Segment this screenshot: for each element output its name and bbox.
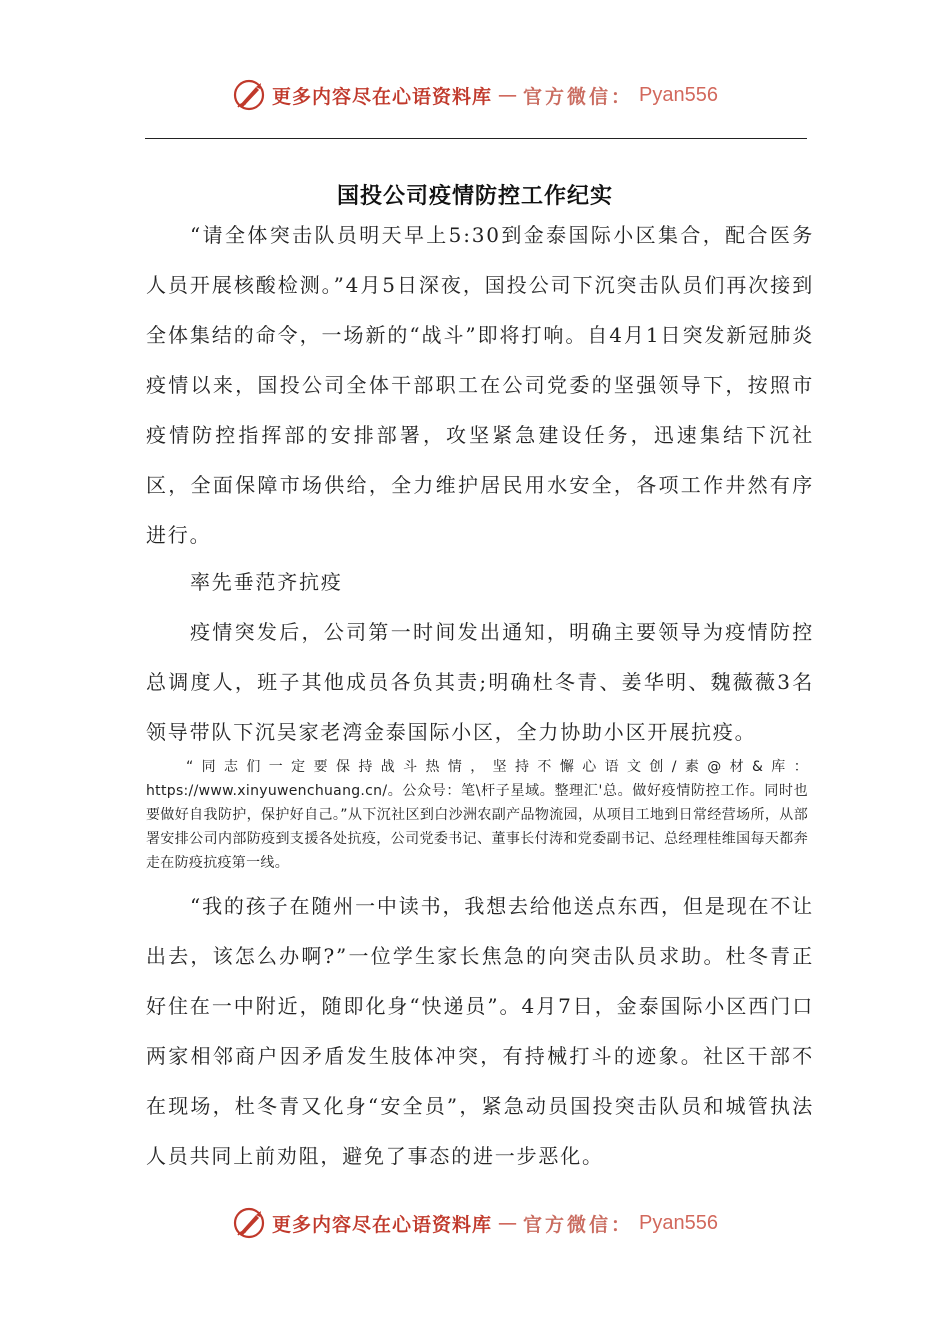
footer-wechat-id: Pyan556 xyxy=(639,1211,718,1234)
quill-logo-icon xyxy=(232,78,266,112)
article-paragraph-3-small: “同志们一定要保持战斗热情，坚持不懈心语文创/素@材&库：https://www.xinyuwenchuang.cn/。公众号：笔\杆子星域。整理汇'总。做好疫情防控工作。同时也要做好自我防护，保护好自己。”从下沉社区到白沙洲农副产品物流园，从项目工地到日常经营场所，从部署安排公司内部防疫到支援各处抗疫，公司党委书记、董事长付涛和党委副书记、总经理桂维国每天都奔走在防疫抗疫第一线。 xyxy=(146,759,808,871)
article-title: 国投公司疫情防控工作纪实 xyxy=(336,183,613,209)
page-header xyxy=(0,78,950,124)
quill-logo-icon xyxy=(232,1206,266,1240)
article-paragraph-2: 疫情突发后，公司第一时间发出通知，明确主要领导为疫情防控总调度人，班子其他成员各负其责;明确杜冬青、姜华明、魏薇薇3名领导带队下沉吴家老湾金泰国际小区，全力协助小区开展抗疫。 xyxy=(146,620,814,744)
header-wechat-id: Pyan556 xyxy=(639,83,718,106)
header-separator: — xyxy=(498,84,518,106)
header-divider xyxy=(145,138,807,139)
header-brand xyxy=(232,78,718,112)
footer-separator: — xyxy=(498,1212,518,1234)
footer-wechat-label: 官方微信： xyxy=(523,1213,634,1236)
article-paragraph-4: “我的孩子在随州一中读书，我想去给他送点东西，但是现在不让出去，该怎么办啊?”一位学生家长焦急的向突击队员求助。杜冬青正好住在一中附近，随即化身“快递员”。4月7日，金泰国际小区西门口两家相邻商户因矛盾发生肢体冲突，有持械打斗的迹象。社区干部不在现场，杜冬青又化身“安全员”，紧急动员国投突击队员和城管执法人员共同上前劝阻，避免了事态的进一步恶化。 xyxy=(146,894,814,1168)
footer-brand xyxy=(232,1206,718,1240)
page-footer xyxy=(0,1206,950,1252)
header-brand-text: 更多内容尽在心语资料库 xyxy=(272,85,493,108)
header-wechat-label: 官方微信： xyxy=(523,85,634,108)
article-paragraph-1: “请全体突击队员明天早上5:30到金泰国际小区集合，配合医务人员开展核酸检测。”4月5日深夜，国投公司下沉突击队员们再次接到全体集结的命令，一场新的“战斗”即将打响。自4月1日突发新冠肺炎疫情以来，国投公司全体干部职工在公司党委的坚强领导下，按照市疫情防控指挥部的安排部署，攻坚紧急建设任务，迅速集结下沉社区，全面保障市场供给，全力维护居民用水安全，各项工作井然有序进行。 xyxy=(146,223,814,547)
footer-brand-text: 更多内容尽在心语资料库 xyxy=(272,1213,493,1236)
section-heading: 率先垂范齐抗疫 xyxy=(190,570,343,594)
